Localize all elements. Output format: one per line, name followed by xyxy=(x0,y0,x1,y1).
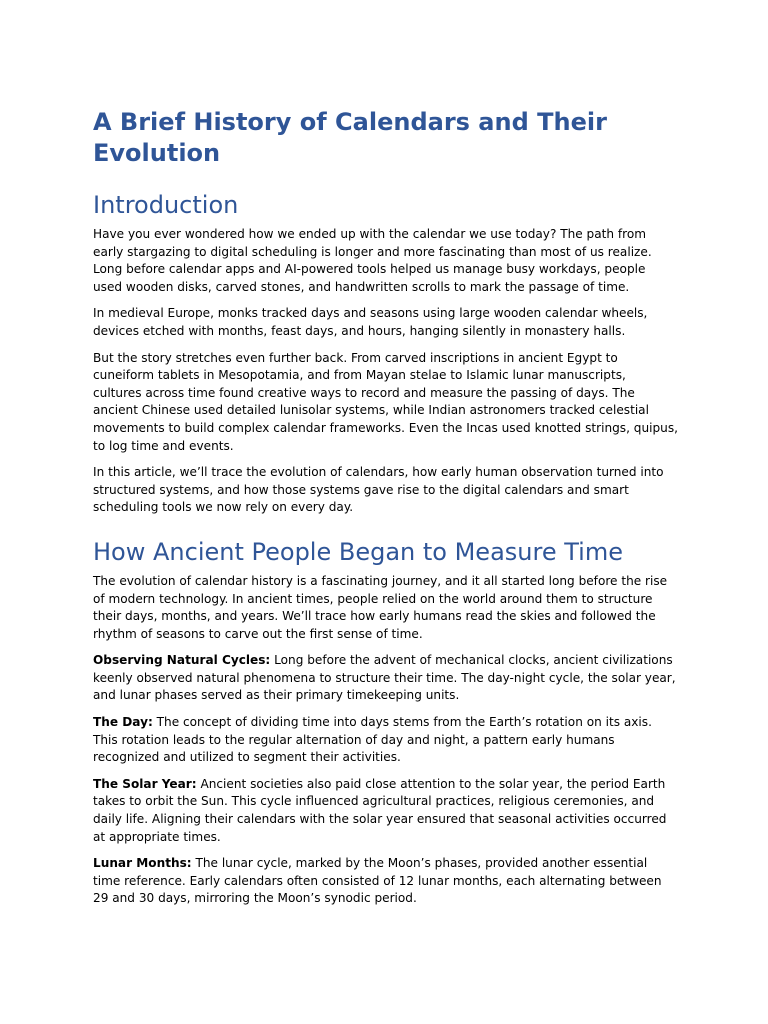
item-text: Long before the advent of mechanical clocks, ancient civilizations keenly observed natural phenomena to structure their time. The day-night cycle, the solar year, and lunar phases served as their primary timekeeping units. xyxy=(93,653,676,703)
item-text: The concept of dividing time into days stems from the Earth’s rotation on its axis. This rotation leads to the regular alternation of day and night, a pattern early humans recognized and utilized to segment their activities. xyxy=(93,715,652,765)
item-solar-year xyxy=(93,776,678,846)
intro-paragraph-4: In this article, we’ll trace the evolution of calendars, how early human observation turned into structured systems, and how those systems gave rise to the digital calendars and smart scheduling tools we now rely on every day. xyxy=(93,465,664,515)
item-term: Lunar Months: xyxy=(93,856,192,871)
intro-paragraph-3: But the story stretches even further back. From carved inscriptions in ancient Egypt to cuneiform tablets in Mesopotamia, and from Mayan stelae to Islamic lunar manuscripts, cultures across time found creative ways to record and measure the passing of days. The ancient Chinese used detailed lunisolar systems, while Indian astronomers tracked celestial movements to build complex calendar frameworks. Even the Incas used knotted strings, quipus, to log time and events. xyxy=(93,350,678,453)
heading-introduction: Introduction xyxy=(93,191,239,219)
item-lunar-months xyxy=(93,855,678,908)
item-natural-cycles xyxy=(93,652,678,705)
ancient-paragraph: The evolution of calendar history is a fascinating journey, and it all started long before the rise of modern technology. In ancient times, people relied on the world around them to structure their days, months, and years. We’ll trace how early humans read the skies and followed the rhythm of seasons to carve out the first sense of time. xyxy=(93,573,668,641)
item-text: The lunar cycle, marked by the Moon’s phases, provided another essential time reference. Early calendars often consisted of 12 lunar months, each alternating between 29 and 30 days, mirroring the Moon’s synodic period. xyxy=(93,856,662,906)
item-term: Observing Natural Cycles: xyxy=(93,653,271,668)
item-term: The Solar Year: xyxy=(93,776,197,791)
intro-paragraph-2: In medieval Europe, monks tracked days and seasons using large wooden calendar wheels, devices etched with months, feast days, and hours, hanging silently in monastery halls. xyxy=(93,306,648,338)
item-text: Ancient societies also paid close attention to the solar year, the period Earth takes to orbit the Sun. This cycle influenced agricultural practices, religious ceremonies, and daily life. Aligning their calendars with the solar year ensured that seasonal activities occurred at appropriate times. xyxy=(93,776,667,844)
document-title: A Brief History of Calendars and Their Evolution xyxy=(93,108,607,167)
intro-paragraph-1: Have you ever wondered how we ended up with the calendar we use today? The path from early stargazing to digital scheduling is longer and more fascinating than most of us realize. Long before calendar apps and AI-powered tools helped us manage busy workdays, people used wooden disks, carved stones, and handwritten scrolls to mark the passage of time. xyxy=(93,227,652,294)
item-term: The Day: xyxy=(93,715,153,730)
item-the-day xyxy=(93,714,678,767)
heading-ancient-time: How Ancient People Began to Measure Time xyxy=(93,537,623,566)
